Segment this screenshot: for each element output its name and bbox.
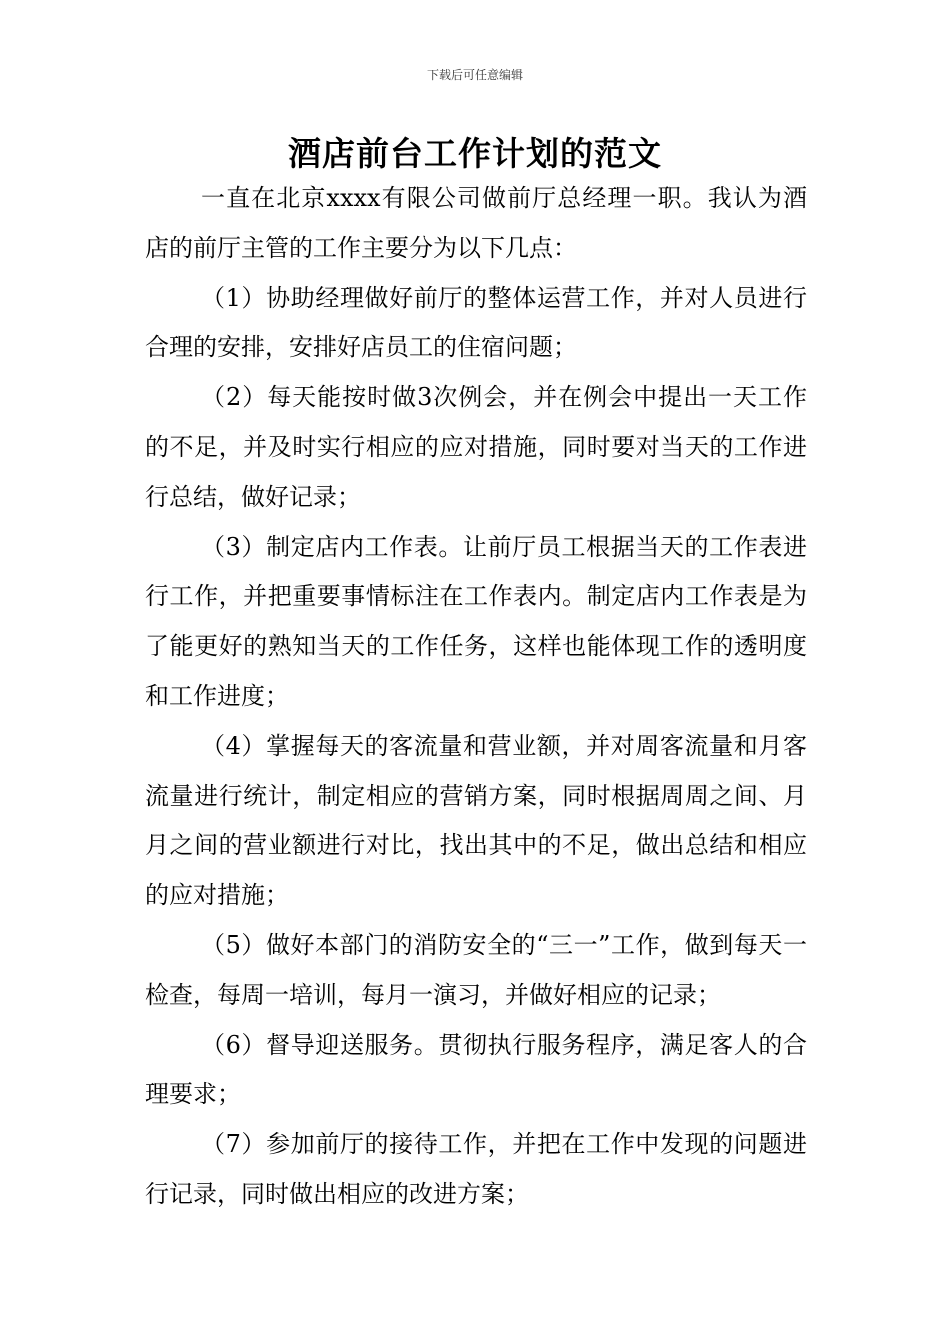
header-note: 下载后可任意编辑	[426, 68, 523, 82]
item-7-paragraph: （7）参加前厅的接待工作，并把在工作中发现的问题进行记录，同时做出相应的改进方案；	[145, 1130, 807, 1208]
item-3-paragraph: （3）制定店内工作表。让前厅员工根据当天的工作表进行工作，并把重要事情标注在工作表内。制定店内工作表是为了能更好的熟知当天的工作任务，这样也能体现工作的透明度和工作进度；	[145, 532, 807, 710]
intro-paragraph: 一直在北京xxxx有限公司做前厅总经理一职。我认为酒店的前厅主管的工作主要分为以下几点：	[145, 184, 807, 262]
item-1-paragraph: （1）协助经理做好前厅的整体运营工作，并对人员进行合理的安排，安排好店员工的住宿问题；	[145, 283, 807, 362]
item-6-paragraph: （6）督导迎送服务。贯彻执行服务程序，满足客人的合理要求；	[145, 1030, 807, 1109]
document-body	[145, 174, 807, 1220]
item-4-paragraph: （4）掌握每天的客流量和营业额，并对周客流量和月客流量进行统计，制定相应的营销方案，同时根据周周之间、月月之间的营业额进行对比，找出其中的不足，做出总结和相应的应对措施；	[145, 731, 807, 910]
item-2-paragraph: （2）每天能按时做3次例会，并在例会中提出一天工作的不足，并及时实行相应的应对措施，同时要对当天的工作进行总结，做好记录；	[145, 383, 807, 511]
item-5-paragraph: （5）做好本部门的消防安全的“三一”工作，做到每天一检查，每周一培训，每月一演习，并做好相应的记录；	[145, 930, 807, 1009]
document-title: 酒店前台工作计划的范文	[288, 134, 662, 173]
